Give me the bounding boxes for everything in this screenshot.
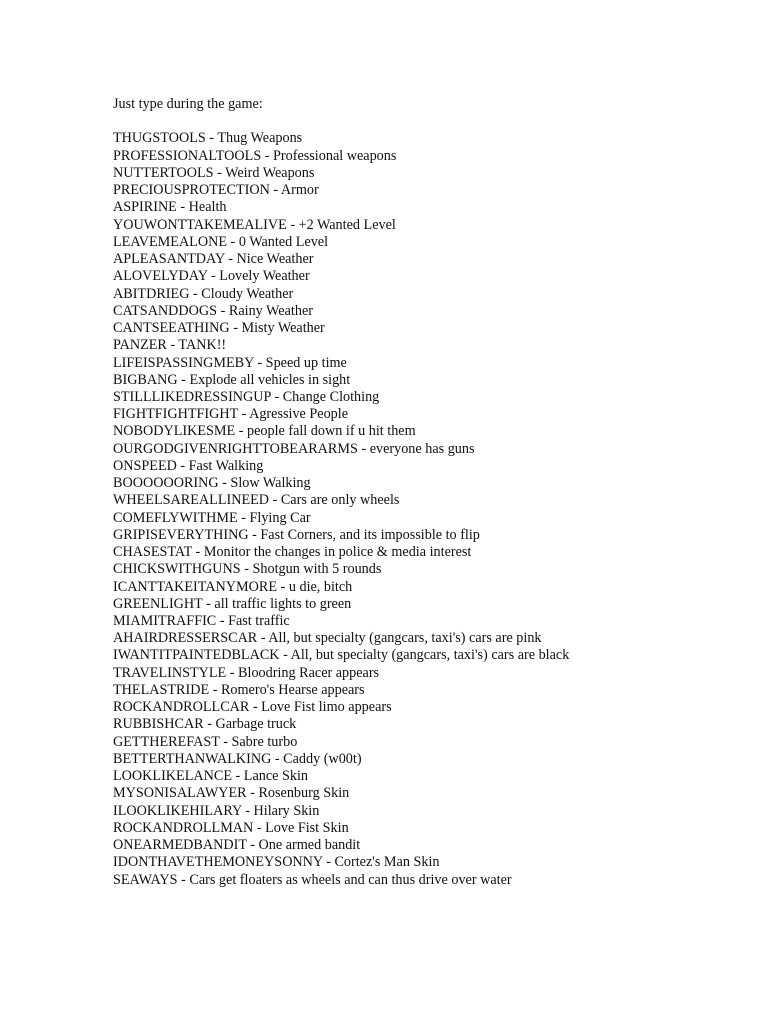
cheat-line: ALOVELYDAY - Lovely Weather: [113, 268, 310, 285]
cheat-line: IDONTHAVETHEMONEYSONNY - Cortez's Man Skin: [113, 854, 440, 871]
cheat-line: MYSONISALAWYER - Rosenburg Skin: [113, 785, 350, 802]
cheat-line: RUBBISHCAR - Garbage truck: [113, 716, 297, 733]
cheat-line: IWANTITPAINTEDBLACK - All, but specialty (gangcars, taxi's) cars are black: [113, 647, 570, 664]
cheat-line: GREENLIGHT - all traffic lights to green: [113, 595, 352, 612]
cheat-line: CANTSEEATHING - Misty Weather: [113, 320, 325, 337]
cheat-line: CHICKSWITHGUNS - Shotgun with 5 rounds: [113, 561, 382, 578]
cheat-line: PROFESSIONALTOOLS - Professional weapons: [113, 147, 397, 164]
cheat-line: LIFEISPASSINGMEBY - Speed up time: [113, 354, 347, 371]
cheat-line: ONSPEED - Fast Walking: [113, 457, 264, 474]
cheat-line: ROCKANDROLLCAR - Love Fist limo appears: [113, 699, 392, 716]
cheat-line: CATSANDDOGS - Rainy Weather: [113, 302, 313, 319]
cheat-line: BETTERTHANWALKING - Caddy (w00t): [113, 750, 362, 767]
cheat-line: PANZER - TANK!!: [113, 337, 227, 354]
cheat-line: TRAVELINSTYLE - Bloodring Racer appears: [113, 664, 380, 681]
cheat-line: STILLLIKEDRESSINGUP - Change Clothing: [113, 388, 380, 405]
cheat-line: MIAMITRAFFIC - Fast traffic: [113, 613, 290, 630]
cheat-line: GRIPISEVERYTHING - Fast Corners, and its impossible to flip: [113, 526, 480, 543]
cheat-line: THUGSTOOLS - Thug Weapons: [113, 130, 303, 147]
cheat-line: ONEARMEDBANDIT - One armed bandit: [113, 837, 361, 854]
cheat-line: ASPIRINE - Health: [113, 199, 227, 216]
cheat-line: ROCKANDROLLMAN - Love Fist Skin: [113, 819, 349, 836]
cheat-line: LEAVEMEALONE - 0 Wanted Level: [113, 233, 329, 250]
cheat-line: OURGODGIVENRIGHTTOBEARARMS - everyone has guns: [113, 440, 475, 457]
cheat-line: SEAWAYS - Cars get floaters as wheels and can thus drive over water: [113, 871, 512, 888]
cheat-line: LOOKLIKELANCE - Lance Skin: [113, 768, 309, 785]
cheat-line: NOBODYLIKESME - people fall down if u hit them: [113, 423, 416, 440]
cheat-line: GETTHEREFAST - Sabre turbo: [113, 733, 298, 750]
cheat-line: COMEFLYWITHME - Flying Car: [113, 509, 311, 526]
cheat-line: BIGBANG - Explode all vehicles in sight: [113, 371, 351, 388]
cheat-line: WHEELSAREALLINEED - Cars are only wheels: [113, 492, 400, 509]
cheat-line: BOOOOOORING - Slow Walking: [113, 475, 311, 492]
cheat-line: YOUWONTTAKEMEALIVE - +2 Wanted Level: [113, 216, 396, 233]
cheat-line: NUTTERTOOLS - Weird Weapons: [113, 164, 315, 181]
cheat-line: ICANTTAKEITANYMORE - u die, bitch: [113, 578, 353, 595]
cheat-line: ABITDRIEG - Cloudy Weather: [113, 285, 294, 302]
cheat-line: CHASESTAT - Monitor the changes in police & media interest: [113, 544, 472, 561]
cheat-line: ILOOKLIKEHILARY - Hilary Skin: [113, 802, 320, 819]
intro-text: Just type during the game:: [113, 96, 263, 112]
cheat-list: [113, 130, 753, 888]
cheat-line: FIGHTFIGHTFIGHT - Agressive People: [113, 406, 348, 423]
cheat-line: AHAIRDRESSERSCAR - All, but specialty (gangcars, taxi's) cars are pink: [113, 630, 542, 647]
cheat-line: APLEASANTDAY - Nice Weather: [113, 251, 314, 268]
cheat-line: PRECIOUSPROTECTION - Armor: [113, 182, 319, 199]
blank-line: [113, 113, 753, 130]
document-body: [113, 96, 753, 889]
cheat-line: THELASTRIDE - Romero's Hearse appears: [113, 681, 365, 698]
